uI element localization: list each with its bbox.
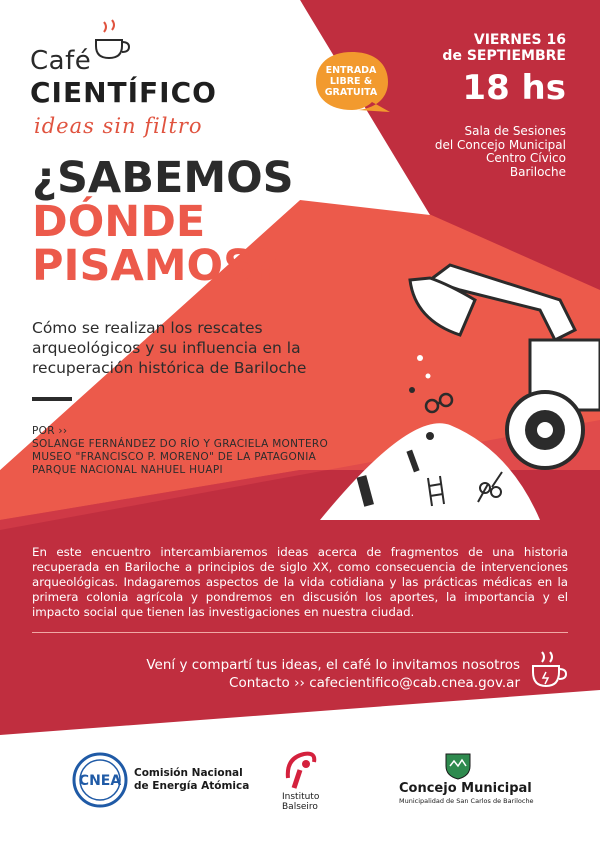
- cta-invite: Vení y compartí tus ideas, el café lo invitamos nosotros: [146, 657, 520, 673]
- authors-museum: MUSEO "FRANCISCO P. MORENO" DE LA PATAGONIA: [32, 451, 317, 463]
- excavator-illustration: [300, 240, 600, 540]
- event-month: de SEPTIEMBRE: [442, 48, 566, 64]
- concejo-municipal-subtitle: Municipalidad de San Carlos de Bariloche: [399, 797, 534, 805]
- event-title: [32, 153, 294, 291]
- divider-bar: [32, 397, 72, 401]
- cta-contact[interactable]: Contacto ›› cafecientifico@cab.cnea.gov.ar: [229, 675, 520, 691]
- authors-block: [32, 425, 328, 477]
- title-line-1: ¿SABEMOS: [32, 153, 294, 203]
- cnea-mark: CNEA: [78, 773, 122, 789]
- title-line-3: PISAMOS?: [32, 241, 280, 291]
- concejo-municipal-name: Concejo Municipal: [399, 781, 532, 796]
- event-description: En este encuentro intercambiaremos ideas acerca de fragmentos de una historia recuperada en Bariloche a principios de siglo XX, como consecuencia de intervenciones arqueológicas. Indagaremos aspectos de la vida cotidiana y las prácticas médicas en la primera colonia agrícola y pondremos en discusión los aportes, la importancia y el impacto social que tienen las investigaciones en nuestra ciudad.: [32, 545, 568, 619]
- event-time: 18 hs: [462, 68, 566, 108]
- cnea-name: Comisión Nacional de Energía Atómica: [134, 767, 250, 792]
- authors-park: PARQUE NACIONAL NAHUEL HUAPI: [32, 464, 223, 476]
- title-line-2: DÓNDE: [32, 197, 206, 247]
- instituto-balseiro-name: Instituto Balseiro: [282, 792, 320, 812]
- event-date: [442, 32, 566, 111]
- authors-prefix: POR ››: [32, 425, 68, 437]
- separator-line: [32, 632, 568, 633]
- brand-cientifico: CIENTÍFICO: [30, 76, 217, 109]
- event-day: VIERNES 16: [473, 32, 566, 48]
- coffee-cup-icon: [92, 18, 132, 62]
- brand-tagline: ideas sin filtro: [34, 114, 203, 138]
- call-to-action: [146, 656, 520, 692]
- brand-cafe: Café: [30, 46, 92, 76]
- cnea-logo: [72, 752, 128, 808]
- authors-names: SOLANGE FERNÁNDEZ DO RÍO Y GRACIELA MONTERO: [32, 438, 329, 450]
- badge-text: ENTRADA LIBRE & GRATUITA: [324, 65, 378, 98]
- event-subtitle: Cómo se realizan los rescates arqueológicos y su influencia en la recuperación histórica de Bariloche: [32, 319, 307, 377]
- municipal-shield-icon: [443, 752, 473, 780]
- instituto-balseiro-logo: [280, 748, 320, 790]
- event-venue: Sala de Sesiones del Concejo Municipal Centro Cívico Bariloche: [434, 124, 566, 179]
- coffee-cup-icon: [530, 650, 568, 690]
- glasses-artifact: [426, 394, 452, 412]
